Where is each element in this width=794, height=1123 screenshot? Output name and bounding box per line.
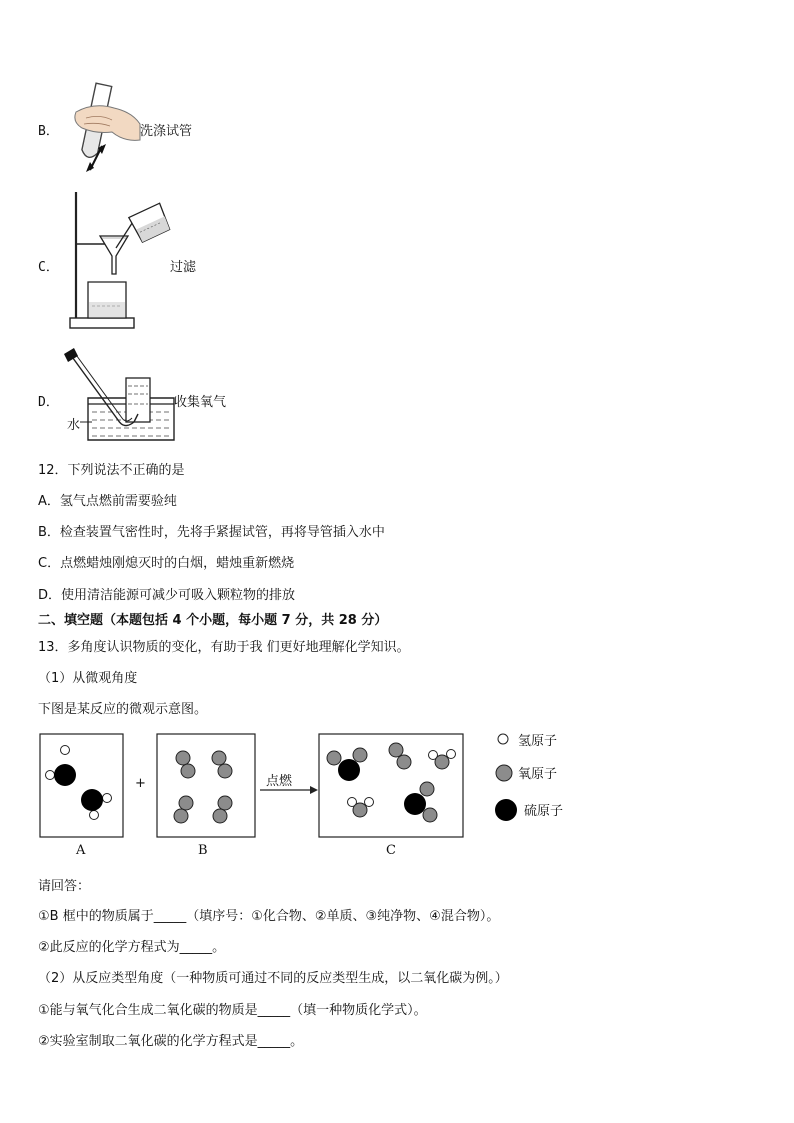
q12-option-d: D．使用清洁能源可减少可吸入颗粒物的排放	[38, 588, 296, 603]
legend-sulfur-swatch	[495, 799, 517, 821]
q12-option-b: B．检查装置气密性时，先将手紧握试管，再将导管插入水中	[38, 525, 385, 540]
reaction-diagram	[38, 728, 578, 860]
option-d-caption: 收集氧气	[174, 395, 227, 410]
option-c-letter: C．	[38, 260, 59, 275]
q12-stem: 12．下列说法不正确的是	[38, 463, 185, 478]
box-a	[40, 734, 123, 837]
q13-subq2: ②此反应的化学方程式为_____。	[38, 940, 226, 955]
legend-oxygen-swatch	[496, 765, 512, 781]
option-c-caption: 过滤	[170, 260, 197, 275]
q12-option-c: C．点燃蜡烛刚熄灭时的白烟，蜡烛重新燃烧	[38, 556, 295, 571]
plus-sign: +	[135, 776, 146, 791]
option-b-letter: B．	[38, 124, 59, 139]
q13-stem: 13．多角度认识物质的变化，有助于我 们更好地理解化学知识。	[38, 640, 410, 655]
filtration-apparatus-illustration	[66, 190, 172, 332]
q12-option-a: A．氢气点燃前需要验纯	[38, 494, 177, 509]
option-d-letter: D．	[38, 395, 59, 410]
sulfur-atom	[81, 789, 103, 811]
legend-oxygen-label: 氧原子	[518, 767, 558, 782]
box-a-label: A	[76, 843, 86, 858]
q13-part2: （2）从反应类型角度（一种物质可通过不同的反应类型生成，以二氧化碳为例。）	[38, 971, 508, 986]
test-tube-washing-illustration	[66, 82, 146, 174]
box-b-label: B	[198, 843, 208, 858]
box-b	[157, 734, 255, 837]
water-label: 水	[67, 418, 81, 433]
sulfur-atom	[54, 764, 76, 786]
q13-part1: （1）从微观角度	[38, 671, 138, 686]
option-b-caption: 洗涤试管	[140, 124, 193, 139]
q13-subq1: ①B 框中的物质属于_____（填序号：①化合物、②单质、③纯净物、④混合物）。	[38, 909, 500, 924]
legend-hydrogen-swatch	[498, 734, 508, 744]
legend-sulfur-label: 硫原子	[524, 804, 564, 819]
box-c-label: C	[386, 843, 396, 858]
q13-subq3: ①能与氧气化合生成二氧化碳的物质是_____（填一种物质化学式）。	[38, 1003, 427, 1018]
legend-hydrogen-label: 氢原子	[518, 734, 558, 749]
q13-subq4: ②实验室制取二氧化碳的化学方程式是_____。	[38, 1034, 304, 1049]
section-heading: 二、填空题（本题包括 4 个小题，每小题 7 分，共 28 分）	[38, 613, 388, 628]
please-answer: 请回答：	[38, 879, 91, 894]
arrow-label: 点燃	[266, 774, 293, 789]
q13-intro: 下图是某反应的微观示意图。	[38, 702, 208, 717]
